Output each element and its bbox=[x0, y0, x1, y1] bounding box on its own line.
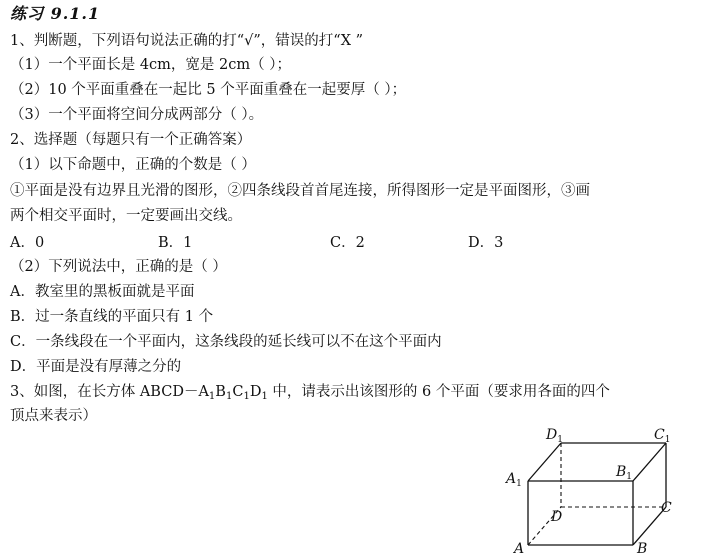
q3-line2: 顶点来表示） bbox=[10, 408, 97, 424]
q2-sub1-option-c: C．2 bbox=[330, 235, 365, 251]
label-c1: $C_1$ bbox=[654, 427, 671, 445]
q3-d: D bbox=[249, 384, 262, 400]
edge-b1-c1 bbox=[633, 443, 666, 481]
q3-c: C bbox=[232, 384, 244, 400]
q1-item-3: （3）一个平面将空间分成两部分（ ）。 bbox=[10, 107, 264, 123]
q2-sub2-option-c: C．一条线段在一个平面内，这条线段的延长线可以不在这个平面内 bbox=[10, 334, 442, 350]
q2-sub2-option-a: A．教室里的黑板面就是平面 bbox=[10, 284, 195, 300]
q3-sub-a1: 1 bbox=[208, 391, 216, 402]
q3-sub-c1: 1 bbox=[243, 391, 250, 402]
label-c: C bbox=[661, 500, 672, 516]
label-d: D bbox=[551, 509, 563, 525]
label-b: B bbox=[637, 541, 648, 557]
label-a: A bbox=[514, 541, 525, 557]
q2-sub2-option-d: D．平面是没有厚薄之分的 bbox=[10, 359, 182, 375]
q2-sub1-text-line2: 两个相交平面时，一定要画出交线。 bbox=[10, 208, 242, 224]
q2-stem: 2、选择题（每题只有一个正确答案） bbox=[10, 132, 252, 148]
exercise-title: 练习 9.1.1 bbox=[10, 4, 101, 23]
q2-sub1-option-d: D．3 bbox=[468, 235, 504, 251]
q3-sub-b1: 1 bbox=[225, 391, 233, 402]
q3-b: B bbox=[215, 384, 226, 400]
q2-sub2-option-b: B．过一条直线的平面只有 1 个 bbox=[10, 309, 214, 325]
q1-stem: 1、判断题，下列语句说法正确的打“√”，错误的打“X ” bbox=[10, 33, 364, 49]
q3-prefix: 3、如图，在长方体 ABCD－A bbox=[10, 384, 209, 400]
label-d1: $D_1$ bbox=[546, 427, 563, 445]
q2-sub1-stem: （1）以下命题中，正确的个数是（ ） bbox=[10, 157, 256, 173]
q1-item-1: （1）一个平面长是 4cm，宽是 2cm（ ）； bbox=[10, 57, 291, 73]
q2-sub2-stem: （2）下列说法中，正确的是（ ） bbox=[10, 259, 227, 275]
q2-sub1-option-a: A．0 bbox=[10, 235, 45, 251]
label-b1: $B_1$ bbox=[616, 464, 633, 482]
q2-sub1-option-b: B．1 bbox=[158, 235, 193, 251]
label-a1: $A_1$ bbox=[506, 471, 522, 489]
q3-suffix: 中，请表示出该图形的 6 个平面（要求用各面的四个 bbox=[267, 384, 610, 400]
q2-sub1-text-line1: ①平面是没有边界且光滑的图形，②四条线段首首尾连接，所得图形一定是平面图形，③画 bbox=[10, 183, 590, 199]
q1-item-2: （2）10 个平面重叠在一起比 5 个平面重叠在一起要厚（ ）； bbox=[10, 82, 407, 98]
q3-sub-d1: 1 bbox=[261, 391, 268, 402]
edge-a1-d1 bbox=[528, 443, 561, 481]
